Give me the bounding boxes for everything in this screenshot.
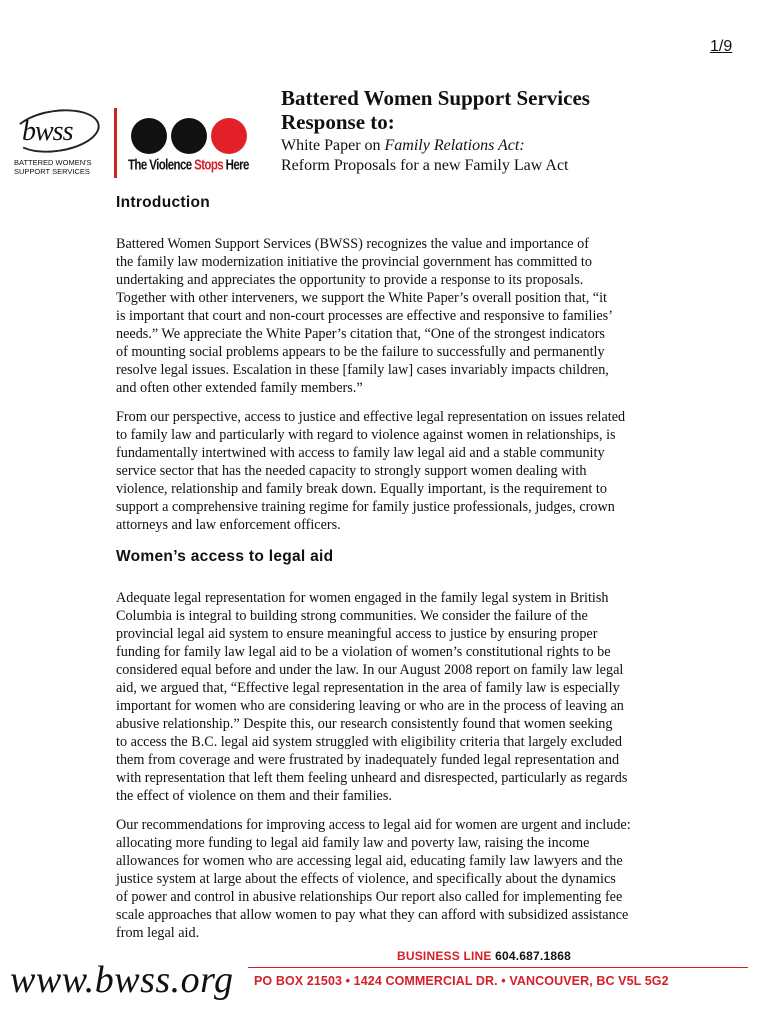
paragraph-line: important for women who are considering leaving or who are in the process of leaving an	[116, 698, 624, 714]
bwss-logo	[8, 106, 104, 178]
paragraph-intro-2	[116, 408, 676, 534]
paragraph-line: them from coverage and were frustrated by inadequately funded legal representation and	[116, 752, 620, 768]
website-link[interactable]: www.bwss.org	[10, 959, 234, 1001]
title-line-2: Response to:	[281, 110, 395, 134]
paragraph-line: Together with other interveners, we support the White Paper’s overall position that, “it	[116, 290, 607, 306]
paragraph-line: Battered Women Support Services (BWSS) recognizes the value and importance of	[116, 236, 589, 252]
subtitle-line-1	[281, 136, 569, 156]
paragraph-line: the effect of violence on them and their families.	[116, 788, 392, 804]
paragraph-line: fundamentally intertwined with access to family law legal aid and a stable community	[116, 445, 605, 461]
paragraph-line: justice system at large about the effects of violence, and specifically about the dynamics	[116, 871, 616, 887]
paragraph-line: of power and control in abusive relationships Our report also called for implementing fee	[116, 889, 623, 905]
document-subtitle	[281, 136, 569, 176]
mailing-address: PO BOX 21503 • 1424 COMMERCIAL DR. • VANCOUVER, BC V5L 5G2	[254, 974, 669, 988]
paragraph-line: from legal aid.	[116, 925, 200, 941]
document-title	[281, 86, 590, 134]
paragraph-line: allocating more funding to legal aid family law and poverty law, raising the income	[116, 835, 590, 851]
paragraph-legal-aid-1	[116, 589, 676, 805]
slogan-part-2: Stops	[194, 158, 224, 173]
paragraph-line: Our recommendations for improving access to legal aid for women are urgent and include:	[116, 817, 631, 833]
slogan-part-3: Here	[223, 158, 249, 173]
paragraph-line: support a comprehensive training regime for family justice professionals, judges, crown	[116, 499, 615, 515]
paragraph-line: resolve legal issues. Escalation in these [family law] cases invariably impacts children,	[116, 362, 609, 378]
paragraph-line: violence, relationship and family break down. Equally important, is the requirement to	[116, 481, 607, 497]
black-circle-1	[131, 118, 167, 154]
paragraph-line: and often other extended family members.”	[116, 380, 363, 396]
paragraph-legal-aid-2	[116, 816, 676, 942]
paragraph-line: abusive relationship.” Despite this, our research consistently found that women seeking	[116, 716, 613, 732]
paragraph-line: funding for family law legal aid to be a violation of women’s constitutional rights to be	[116, 644, 611, 660]
paragraph-line: with representation that left them feeling unheard and disrespected, particularly as regards	[116, 770, 628, 786]
paragraph-line: considered equal before and under the law. In our August 2008 report on family law legal	[116, 662, 624, 678]
paragraph-line: is important that court and non-court processes are effective and responsive to families’	[116, 308, 613, 324]
paragraph-line: allowances for women who are accessing legal aid, educating family law lawyers and the	[116, 853, 623, 869]
paragraph-line: of mounting social problems appears to be the failure to successfully and permanently	[116, 344, 605, 360]
paragraph-line: aid, we argued that, “Effective legal representation in the area of family law is especially	[116, 680, 620, 696]
paragraph-line: service sector that has the needed capacity to strongly support women dealing with	[116, 463, 587, 479]
paragraph-line: From our perspective, access to justice and effective legal representation on issues related	[116, 409, 626, 425]
black-circle-2	[171, 118, 207, 154]
paragraph-line: to access the B.C. legal aid system struggled with eligibility criteria that largely excluded	[116, 734, 623, 750]
title-line-1: Battered Women Support Services	[281, 86, 590, 110]
business-line-number: 604.687.1868	[495, 949, 571, 963]
business-line	[397, 949, 571, 963]
paragraph-line: to family law and particularly with regard to violence against women in relationships, is	[116, 427, 616, 443]
red-circle	[211, 118, 247, 154]
slogan-part-1: The Violence	[128, 158, 195, 173]
paragraph-line: Columbia is integral to building strong communities. We consider the failure of the	[116, 608, 588, 624]
paragraph-line: the family law modernization initiative the provincial government has committed to	[116, 254, 592, 270]
logo-tagline-2: SUPPORT SERVICES	[14, 167, 90, 176]
slogan	[128, 158, 248, 173]
paragraph-line: scale approaches that allow women to pay what they can afford with subsidized assistance	[116, 907, 629, 923]
business-line-label: BUSINESS LINE	[397, 949, 496, 963]
logo-divider	[114, 108, 117, 178]
three-circles-logo	[131, 118, 247, 154]
logo-tagline-1: BATTERED WOMEN'S	[14, 158, 92, 167]
footer-divider	[248, 967, 748, 968]
subtitle-prefix: White Paper on	[281, 137, 385, 154]
section-heading-introduction: Introduction	[116, 194, 210, 211]
paragraph-line: attorneys and law enforcement officers.	[116, 517, 341, 533]
paragraph-line: Adequate legal representation for women engaged in the family legal system in British	[116, 590, 609, 606]
paragraph-line: undertaking and appreciates the opportunity to provide a response to its proposals.	[116, 272, 584, 288]
paragraph-line: provincial legal aid system to ensure meaningful access to justice by ensuring proper	[116, 626, 598, 642]
page-number: 1/9	[710, 38, 733, 55]
subtitle-line-2: Reform Proposals for a new Family Law Act	[281, 157, 569, 174]
section-heading-legal-aid: Women’s access to legal aid	[116, 548, 334, 565]
paragraph-line: needs.” We appreciate the White Paper’s citation that, “One of the strongest indicators	[116, 326, 605, 342]
subtitle-act-name: Family Relations Act:	[384, 137, 525, 154]
paragraph-intro-1	[116, 235, 676, 397]
logo-wordmark: bwss	[22, 116, 73, 147]
